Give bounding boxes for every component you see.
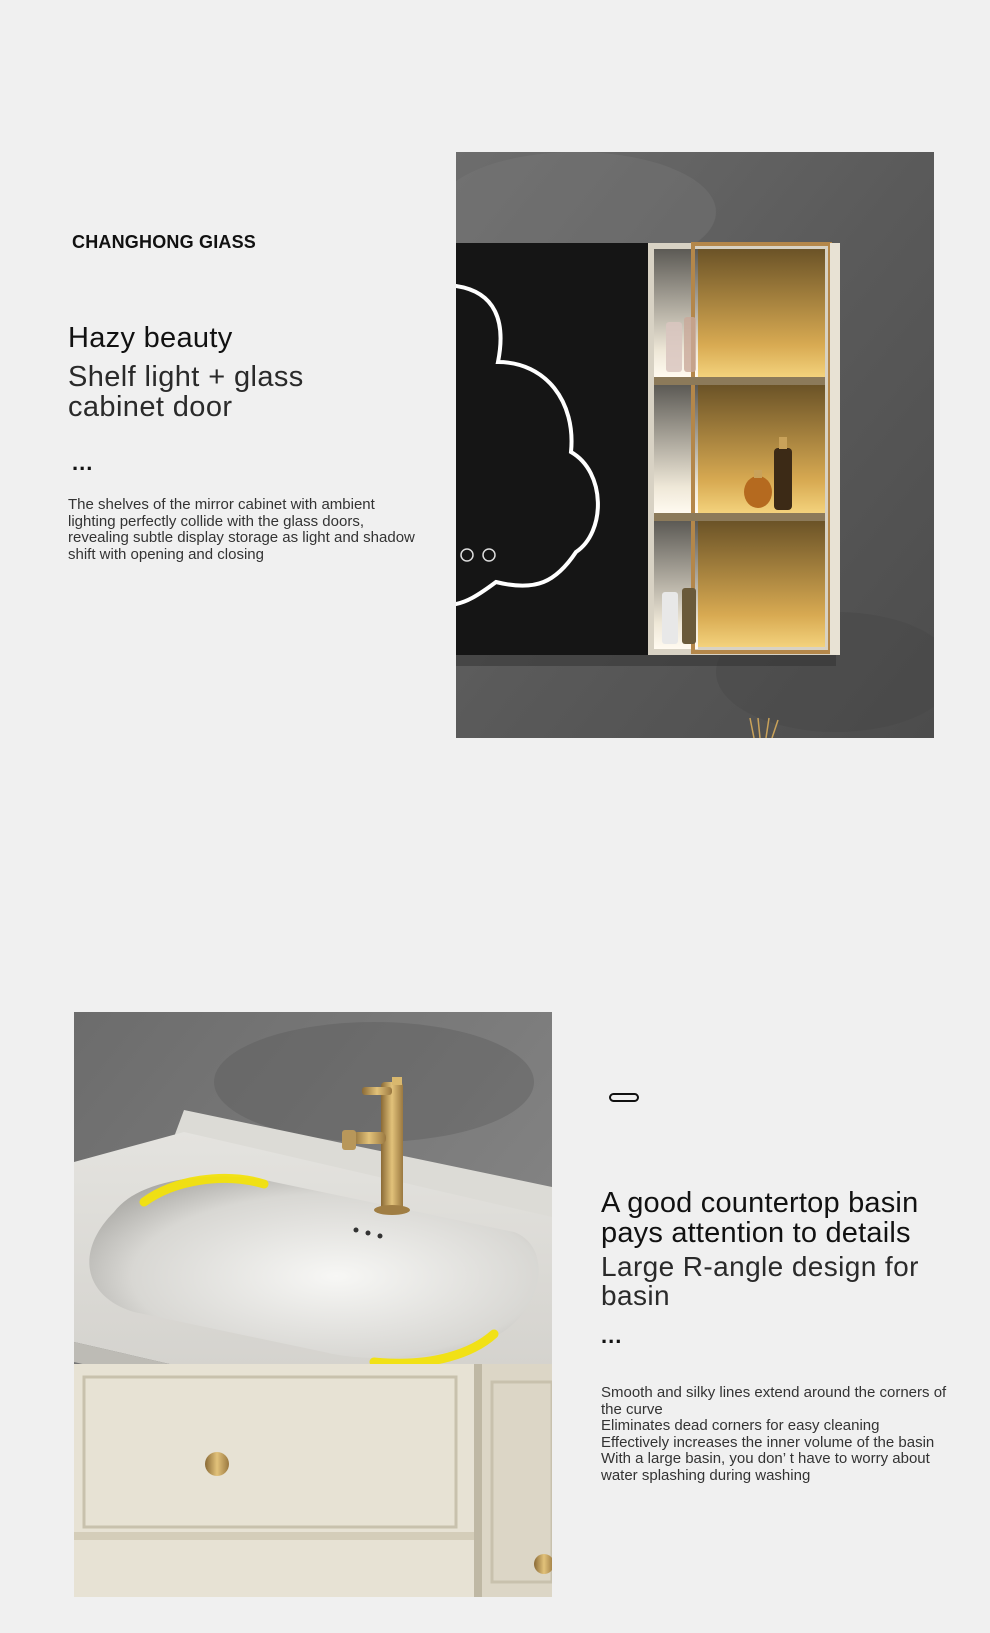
mirror-section-subtitle: Shelf light + glass cabinet door — [68, 361, 304, 423]
basin-body-line: With a large basin, you don’ t have to worry about water splashing during washing — [601, 1450, 930, 1484]
basin-body-line: Effectively increases the inner volume of the basin — [601, 1433, 935, 1451]
mirror-section-dots: ... — [72, 450, 94, 475]
basin-section-title: A good countertop basin pays attention to details — [601, 1187, 919, 1249]
basin-body-line: Eliminates dead corners for easy cleaning — [601, 1417, 880, 1434]
brand-name: CHANGHONG GIASS — [72, 232, 257, 252]
basin-section-body — [601, 1385, 951, 1484]
basin-section-subtitle: Large R-angle design for basin — [601, 1251, 919, 1311]
basin-section-dots: ... — [601, 1323, 623, 1348]
pill-icon — [609, 1093, 639, 1102]
mirror-section-title: Hazy beauty — [68, 322, 233, 354]
mirror-cabinet-photo — [456, 152, 934, 738]
countertop-basin-photo — [74, 1012, 552, 1597]
basin-body-line: Smooth and silky lines extend around the corners of the curve — [601, 1384, 947, 1418]
mirror-section-body: The shelves of the mirror cabinet with ambient lighting perfectly collide with the glass doors, revealing subtle display storage as light and shadow shift with opening and closing — [68, 496, 415, 563]
